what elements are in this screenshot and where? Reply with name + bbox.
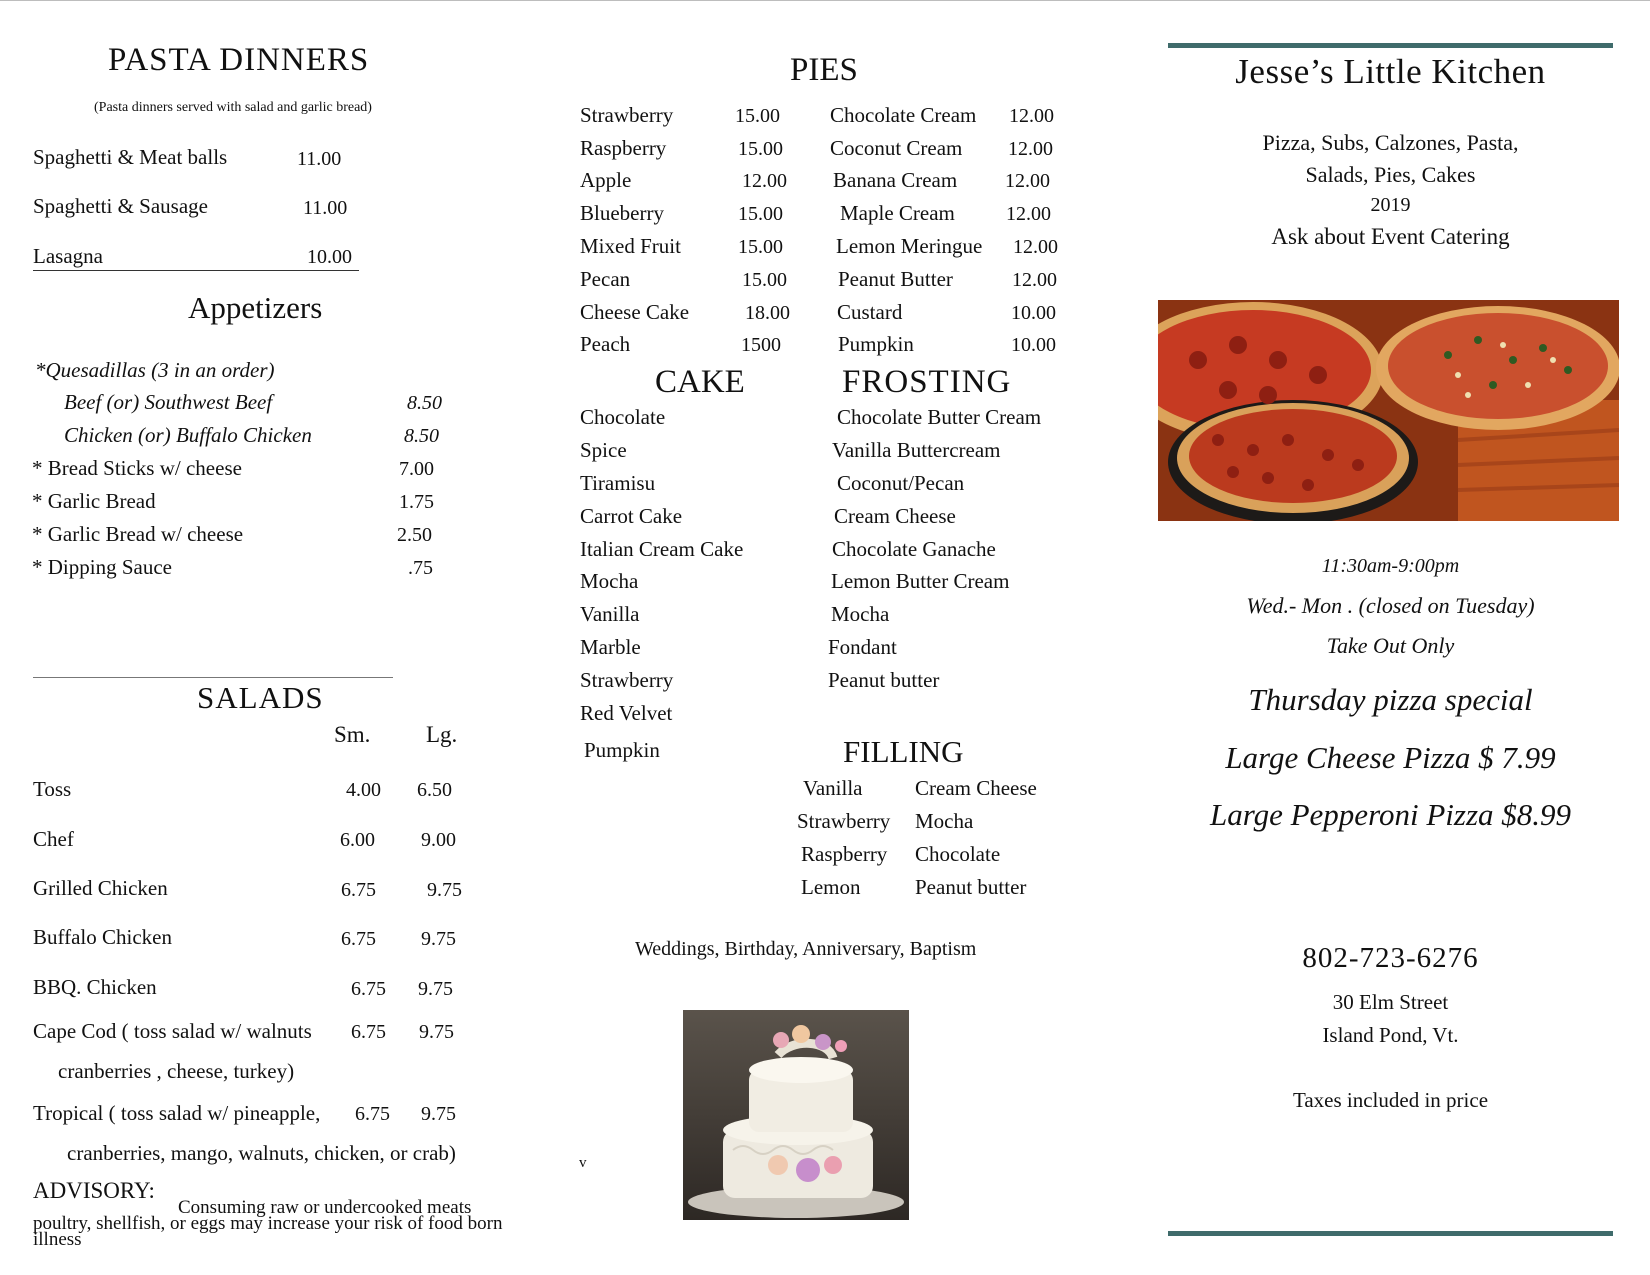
- pasta-underline: [33, 270, 359, 271]
- cake-flavor: Tiramisu: [580, 471, 656, 495]
- special-cheese-pizza: Large Cheese Pizza $ 7.99: [1225, 740, 1556, 775]
- frosting-flavor: Chocolate Ganache: [832, 537, 996, 561]
- salad-large-price: 9.75: [427, 879, 462, 901]
- restaurant-title: Jesse’s Little Kitchen: [1235, 52, 1546, 91]
- cake-flavor: Italian Cream Cake: [580, 537, 744, 561]
- pie-item-name: Banana Cream: [833, 168, 958, 192]
- pie-item-price: 12.00: [1005, 170, 1050, 192]
- appetizer-item-name: * Garlic Bread w/ cheese: [32, 522, 244, 546]
- frosting-flavor: Coconut/Pecan: [837, 471, 965, 495]
- appetizer-item-name: Chicken (or) Buffalo Chicken: [64, 423, 312, 447]
- filling-flavor: Peanut butter: [915, 875, 1027, 899]
- frosting-flavor: Fondant: [828, 635, 897, 659]
- wedding-cake-image: [683, 1010, 909, 1220]
- advisory-title: ADVISORY:: [33, 1178, 155, 1203]
- pie-item-price: 12.00: [1006, 203, 1051, 225]
- special-pepperoni-pizza: Large Pepperoni Pizza $8.99: [1209, 797, 1572, 832]
- appetizer-item-name: Beef (or) Southwest Beef: [64, 390, 273, 414]
- salad-item-name: Cape Cod ( toss salad w/ walnuts: [33, 1019, 312, 1043]
- appetizer-item-name: * Dipping Sauce: [32, 555, 172, 579]
- pie-item-price: 18.00: [745, 302, 790, 324]
- filling-flavor: Chocolate: [915, 842, 1001, 866]
- salad-large-price: 6.50: [417, 779, 452, 801]
- salad-item-name: Toss: [33, 777, 72, 801]
- business-days: Wed.- Mon . (closed on Tuesday): [1246, 593, 1535, 618]
- pasta-item-price: 11.00: [297, 148, 342, 170]
- town-address: Island Pond, Vt.: [1322, 1023, 1459, 1047]
- pasta-dinners-note: (Pasta dinners served with salad and garlic bread): [94, 100, 372, 115]
- pasta-item-name: Spaghetti & Sausage: [33, 194, 208, 218]
- cake-flavor: Spice: [580, 438, 627, 462]
- filling-flavor: Cream Cheese: [915, 776, 1037, 800]
- event-types: Weddings, Birthday, Anniversary, Baptism: [635, 938, 977, 960]
- cake-flavor: Marble: [580, 635, 641, 659]
- frosting-flavor: Chocolate Butter Cream: [837, 405, 1042, 429]
- page-top-border: [0, 0, 1650, 1]
- bottom-accent-bar: [1168, 1231, 1613, 1236]
- salad-small-price: 6.00: [340, 829, 375, 851]
- appetizer-item-price: 7.00: [399, 458, 434, 480]
- section-divider: [33, 677, 393, 678]
- cake-heading: CAKE: [655, 364, 745, 400]
- pie-item-price: 10.00: [1011, 334, 1056, 356]
- pie-item-name: Peanut Butter: [838, 267, 953, 291]
- salad-item-name: Chef: [33, 827, 74, 851]
- pizza-image: [1158, 300, 1619, 521]
- pie-item-name: Coconut Cream: [830, 136, 963, 160]
- pizza-photo: [1158, 300, 1619, 521]
- pie-item-name: Chocolate Cream: [830, 103, 977, 127]
- salads-large-header: Lg.: [426, 722, 458, 747]
- special-title: Thursday pizza special: [1248, 682, 1533, 717]
- pie-item-name: Mixed Fruit: [580, 234, 681, 258]
- salads-heading: SALADS: [197, 680, 324, 715]
- cake-flavor: Mocha: [580, 569, 639, 593]
- catering-note: Ask about Event Catering: [1271, 224, 1510, 249]
- salad-item-name: Tropical ( toss salad w/ pineapple,: [33, 1101, 321, 1125]
- pasta-item-name: Spaghetti & Meat balls: [33, 145, 228, 169]
- stray-character: v: [579, 1155, 587, 1171]
- salad-small-price: 6.75: [351, 1021, 386, 1043]
- salads-small-header: Sm.: [334, 722, 371, 747]
- filling-flavor: Mocha: [915, 809, 974, 833]
- cake-flavor: Chocolate: [580, 405, 666, 429]
- pie-item-name: Custard: [837, 300, 903, 324]
- salad-item-continuation: cranberries, mango, walnuts, chicken, or crab): [67, 1141, 456, 1165]
- pie-item-price: 12.00: [742, 170, 787, 192]
- cake-flavor: Strawberry: [580, 668, 674, 692]
- business-hours: 11:30am-9:00pm: [1321, 555, 1460, 577]
- pie-item-price: 12.00: [1008, 138, 1053, 160]
- salad-small-price: 6.75: [341, 928, 376, 950]
- salad-item-name: BBQ. Chicken: [33, 975, 157, 999]
- pie-item-price: 15.00: [735, 105, 780, 127]
- pie-item-price: 12.00: [1009, 105, 1054, 127]
- offerings-line-1: Pizza, Subs, Calzones, Pasta,: [1262, 130, 1519, 155]
- pie-item-price: 15.00: [738, 203, 783, 225]
- salad-large-price: 9.00: [421, 829, 456, 851]
- pies-heading: PIES: [790, 52, 858, 88]
- pie-item-name: Peach: [580, 332, 631, 356]
- frosting-flavor: Cream Cheese: [834, 504, 956, 528]
- salad-item-name: Buffalo Chicken: [33, 925, 173, 949]
- pie-item-price: 15.00: [742, 269, 787, 291]
- filling-flavor: Raspberry: [801, 842, 888, 866]
- pie-item-price: 12.00: [1013, 236, 1058, 258]
- salad-item-continuation: cranberries , cheese, turkey): [58, 1059, 295, 1083]
- cake-flavor: Pumpkin: [584, 738, 660, 762]
- wedding-cake-photo: [683, 1010, 909, 1220]
- salad-small-price: 4.00: [346, 779, 381, 801]
- cake-flavor: Carrot Cake: [580, 504, 683, 528]
- filling-heading: FILLING: [843, 734, 964, 769]
- cake-flavor: Red Velvet: [580, 701, 673, 725]
- frosting-flavor: Mocha: [831, 602, 890, 626]
- pasta-item-price: 11.00: [303, 197, 348, 219]
- pie-item-name: Apple: [580, 168, 632, 192]
- salad-small-price: 6.75: [341, 879, 376, 901]
- pie-item-name: Strawberry: [580, 103, 674, 127]
- appetizer-item-price: 8.50: [404, 425, 439, 447]
- pie-item-name: Blueberry: [580, 201, 664, 225]
- top-accent-bar: [1168, 43, 1613, 48]
- taxes-note: Taxes included in price: [1292, 1088, 1489, 1112]
- filling-flavor: Vanilla: [803, 776, 863, 800]
- pasta-item-name: Lasagna: [33, 244, 103, 268]
- pasta-item-price: 10.00: [307, 246, 352, 268]
- frosting-heading: FROSTING: [842, 364, 1012, 400]
- appetizer-item-price: 8.50: [407, 392, 442, 414]
- salad-small-price: 6.75: [351, 978, 386, 1000]
- pie-item-price: 15.00: [738, 236, 783, 258]
- pie-item-name: Cheese Cake: [580, 300, 690, 324]
- salad-small-price: 6.75: [355, 1103, 390, 1125]
- pie-item-name: Pecan: [580, 267, 631, 291]
- frosting-flavor: Lemon Butter Cream: [831, 569, 1010, 593]
- pasta-dinners-heading: PASTA DINNERS: [108, 42, 370, 78]
- cake-flavor: Vanilla: [580, 602, 640, 626]
- pie-item-price: 1500: [741, 334, 781, 356]
- appetizer-item-price: 2.50: [397, 524, 432, 546]
- quesadillas-label: *Quesadillas (3 in an order): [35, 358, 275, 382]
- menu-year: 2019: [1370, 194, 1411, 216]
- appetizer-item-price: .75: [408, 557, 433, 579]
- frosting-flavor: Vanilla Buttercream: [832, 438, 1001, 462]
- appetizers-heading: Appetizers: [188, 290, 323, 325]
- salad-large-price: 9.75: [419, 1021, 454, 1043]
- appetizer-item-name: * Bread Sticks w/ cheese: [32, 456, 242, 480]
- offerings-line-2: Salads, Pies, Cakes: [1305, 162, 1476, 187]
- pie-item-price: 12.00: [1012, 269, 1057, 291]
- pie-item-name: Maple Cream: [840, 201, 955, 225]
- phone-number: 802-723-6276: [1302, 942, 1479, 974]
- pie-item-name: Lemon Meringue: [836, 234, 983, 258]
- pie-item-name: Raspberry: [580, 136, 667, 160]
- salad-large-price: 9.75: [418, 978, 453, 1000]
- appetizer-item-price: 1.75: [399, 491, 434, 513]
- takeout-note: Take Out Only: [1326, 633, 1455, 658]
- street-address: 30 Elm Street: [1332, 990, 1449, 1014]
- salad-large-price: 9.75: [421, 928, 456, 950]
- pie-item-price: 10.00: [1011, 302, 1056, 324]
- salad-item-name: Grilled Chicken: [33, 876, 168, 900]
- appetizer-item-name: * Garlic Bread: [32, 489, 156, 513]
- advisory-text: Consuming raw or undercooked meats poultry, shellfish, or eggs may increase your risk of food born illness: [33, 1197, 503, 1250]
- salad-large-price: 9.75: [421, 1103, 456, 1125]
- filling-flavor: Strawberry: [797, 809, 891, 833]
- pie-item-price: 15.00: [738, 138, 783, 160]
- frosting-flavor: Peanut butter: [828, 668, 940, 692]
- filling-flavor: Lemon: [801, 875, 861, 899]
- pie-item-name: Pumpkin: [838, 332, 914, 356]
